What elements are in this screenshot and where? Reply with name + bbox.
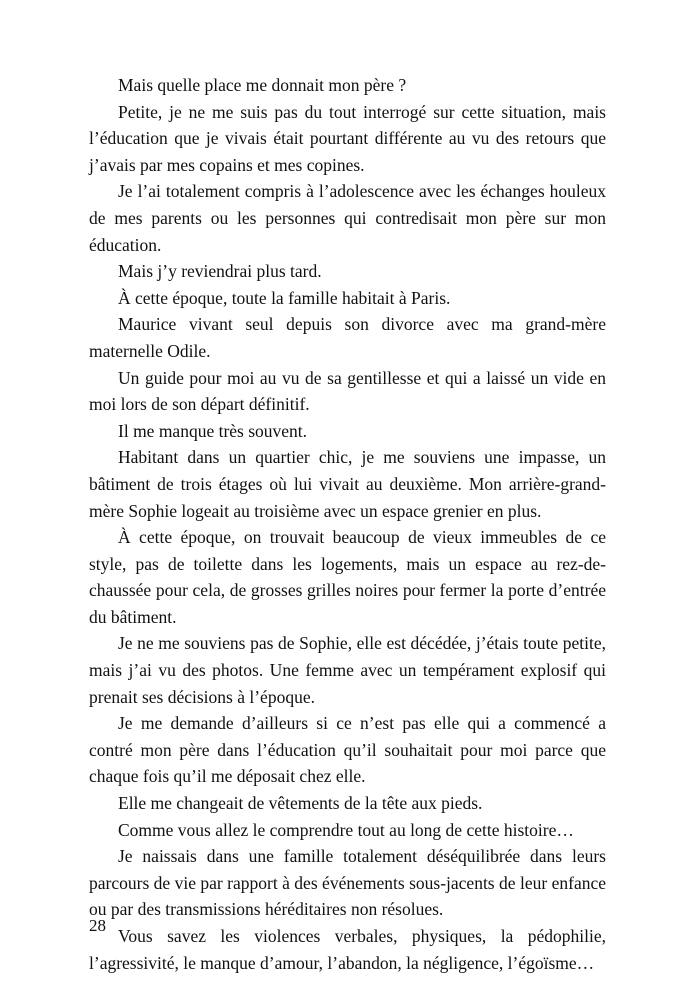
paragraph-12: Je me demande d’ailleurs si ce n’est pas elle qui a commencé a contré mon père dans l’éducation qu’il souhaitait pour moi parce que chaque fois qu’il me déposait chez elle. xyxy=(89,713,606,787)
paragraph-1: Mais quelle place me donnait mon père ? xyxy=(118,75,407,95)
paragraph-6: Maurice vivant seul depuis son divorce avec ma grand-mère maternelle Odile. xyxy=(89,314,606,361)
paragraph-15: Je naissais dans une famille totalement déséquilibrée dans leurs parcours de vie par rapport à des événements sous-jacents de leur enfance ou par des transmissions héréditaires non résolues. xyxy=(89,846,606,920)
paragraph-2: Petite, je ne me suis pas du tout interrogé sur cette situation, mais l’éducation que je vivais était pourtant différente au vu des retours que j’avais par mes copains et mes copines. xyxy=(89,101,606,175)
page-number: 28 xyxy=(89,916,106,935)
paragraph-13: Elle me changeait de vêtements de la tête aux pieds. xyxy=(118,793,483,814)
paragraph-7: Un guide pour moi au vu de sa gentillesse et qui a laissé un vide en moi lors de son départ définitif. xyxy=(89,367,606,415)
paragraph-11: Je ne me souviens pas de Sophie, elle est décédée, j’étais toute petite, mais j’ai vu des photos. Une femme avec un tempérament explosif qui prenait ses décisions à l’époque. xyxy=(89,633,606,707)
paragraph-9: Habitant dans un quartier chic, je me souviens une impasse, un bâtiment de trois étages où lui vivait au deuxième. Mon arrière-grand-mère Sophie logeait au troisième avec un espace grenier en plus. xyxy=(89,447,606,521)
paragraph-14: Comme vous allez le comprendre tout au long de cette histoire… xyxy=(118,819,574,840)
body-text xyxy=(89,72,606,976)
paragraph-3: Je l’ai totalement compris à l’adolescence avec les échanges houleux de mes parents ou les personnes qui contredisait mon père sur mon éducation. xyxy=(89,181,606,255)
paragraph-5: À cette époque, toute la famille habitait à Paris. xyxy=(118,287,451,308)
paragraph-8: Il me manque très souvent. xyxy=(118,420,308,441)
paragraph-4: Mais j’y reviendrai plus tard. xyxy=(118,261,322,282)
paragraph-10: À cette époque, on trouvait beaucoup de vieux immeubles de ce style, pas de toilette dans les logements, mais un espace au rez-de-chaussée pour cela, de grosses grilles noires pour fermer la porte d’entrée du bâtiment. xyxy=(89,527,606,627)
paragraph-16: Vous savez les violences verbales, physiques, la pédophilie, l’agressivité, le manque d’amour, l’abandon, la négligence, l’égoïsme… xyxy=(89,926,606,973)
